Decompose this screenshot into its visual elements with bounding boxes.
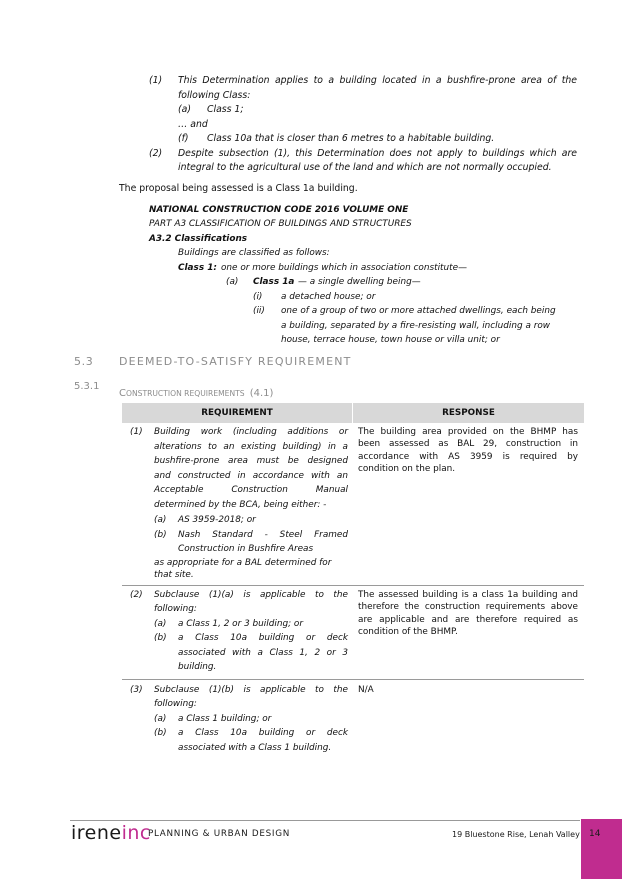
item-text: Class 10a that is closer than 6 metres to a habitable building. (207, 133, 495, 144)
item-number: (a) (154, 515, 167, 525)
item-number: (a) (154, 714, 167, 724)
item-text: Nash Standard - Steel Framed (178, 530, 348, 540)
req-line: and constructed in accordance with an (154, 470, 348, 481)
item-number: (b) (154, 530, 167, 540)
req-line: determined by the BCA, being either: - (154, 499, 327, 510)
item-text: a Class 10a building or deck (178, 633, 348, 643)
row-number: (1) (130, 427, 143, 437)
requirement-text (154, 425, 348, 513)
item-number: (b) (154, 633, 167, 643)
req-line: Subclause (1)(a) is applicable to the (154, 590, 348, 600)
subsection-ref: (4.1) (249, 388, 274, 399)
logo-part-irene: irene (71, 822, 122, 844)
item-number: (f) (178, 133, 189, 144)
header-requirement: REQUIREMENT (201, 408, 273, 418)
subsection-title-initial: C (119, 388, 126, 399)
clause-number: (2) (149, 148, 163, 159)
class1-label: Class 1: (178, 263, 217, 273)
item-text: one of a group of two or more attached dwellings, each being (281, 306, 556, 316)
clause-text: This Determination applies to a building located in a bushfire-prone area of the (178, 75, 577, 86)
subsection-number: 5.3.1 (74, 381, 100, 392)
req-line: Building work (including additions or (154, 427, 348, 437)
class1a-label: Class 1a (253, 277, 295, 287)
table-header (122, 403, 584, 423)
subsection-title-rest: ONSTRUCTION REQUIREMENTS (125, 389, 245, 398)
req-tail: that site. (154, 570, 194, 580)
req-line: Subclause (1)(b) is applicable to the (154, 685, 348, 695)
item-number: (a) (226, 277, 239, 287)
footer-divider (70, 820, 580, 821)
page-number-box (581, 819, 622, 879)
subsection-title (119, 381, 273, 400)
req-line: alterations to an existing building) in a (154, 441, 348, 452)
row-divider (122, 679, 584, 680)
item-text: a building, separated by a fire-resisting wall, including a row (281, 321, 551, 331)
item-text: associated with a Class 1, 2 or 3 (178, 648, 348, 658)
req-line: Acceptable Construction Manual (154, 485, 348, 496)
clause-number: (1) (149, 75, 163, 86)
clause-text: integral to the agricultural use of the land and which are not normally occupied. (178, 162, 552, 173)
logo-part-inc: inc (121, 822, 151, 844)
section-title: DEEMED-TO-SATISFY REQUIREMENT (119, 355, 352, 368)
footer-address: 19 Bluestone Rise, Lenah Valley (452, 830, 580, 839)
clause-text: Despite subsection (1), this Determination does not apply to buildings which are (178, 148, 577, 159)
response-text: The building area provided on the BHMP has been assessed as BAL 29, construction in accordance with AS 3959 is required by condition on the plan. (358, 427, 578, 475)
row-number: (2) (130, 590, 143, 600)
clause-text: following Class: (178, 90, 251, 101)
item-number: (i) (253, 292, 263, 302)
ncc-intro: Buildings are classified as follows: (178, 248, 330, 258)
response-text: The assessed building is a class 1a building and therefore the construction requirements above are applicable and are therefore required as condition of the BHMP. (358, 590, 578, 638)
response-text: N/A (358, 685, 374, 695)
proposal-statement: The proposal being assessed is a Class 1a building. (119, 183, 358, 194)
company-tagline: PLANNING & URBAN DESIGN (148, 829, 291, 839)
item-number: (a) (154, 619, 167, 629)
item-number: (b) (154, 728, 167, 738)
item-text: building. (178, 662, 217, 672)
req-line: following: (154, 699, 197, 709)
item-number: (ii) (253, 306, 265, 316)
row-divider (122, 585, 584, 586)
header-response: RESPONSE (442, 408, 495, 418)
item-text: a Class 1, 2 or 3 building; or (178, 619, 303, 629)
item-text: a Class 10a building or deck (178, 728, 348, 738)
page-number: 14 (589, 829, 601, 839)
req-line: following: (154, 604, 197, 614)
req-tail: as appropriate for a BAL determined for (154, 558, 332, 568)
item-number: (a) (178, 104, 191, 115)
row-number: (3) (130, 685, 143, 695)
class1-text: one or more buildings which in association constitute— (221, 263, 467, 273)
ncc-part: PART A3 CLASSIFICATION OF BUILDINGS AND STRUCTURES (149, 219, 412, 229)
item-text: Construction in Bushfire Areas (178, 544, 314, 554)
class1a-text: — a single dwelling being— (298, 277, 421, 287)
ellipsis-text: … and (178, 119, 208, 130)
item-text: a detached house; or (281, 292, 376, 302)
section-number: 5.3 (74, 355, 94, 368)
item-text: a Class 1 building; or (178, 714, 272, 724)
item-text: associated with a Class 1 building. (178, 743, 332, 753)
item-text: house, terrace house, town house or villa unit; or (281, 335, 500, 345)
item-text: Class 1; (207, 104, 244, 115)
company-logo (71, 822, 151, 844)
ncc-title: NATIONAL CONSTRUCTION CODE 2016 VOLUME ONE (149, 205, 409, 215)
req-line: bushfire-prone area must be designed (154, 456, 348, 467)
ncc-section: A3.2 Classifications (149, 234, 248, 244)
item-text: AS 3959-2018; or (178, 515, 256, 525)
